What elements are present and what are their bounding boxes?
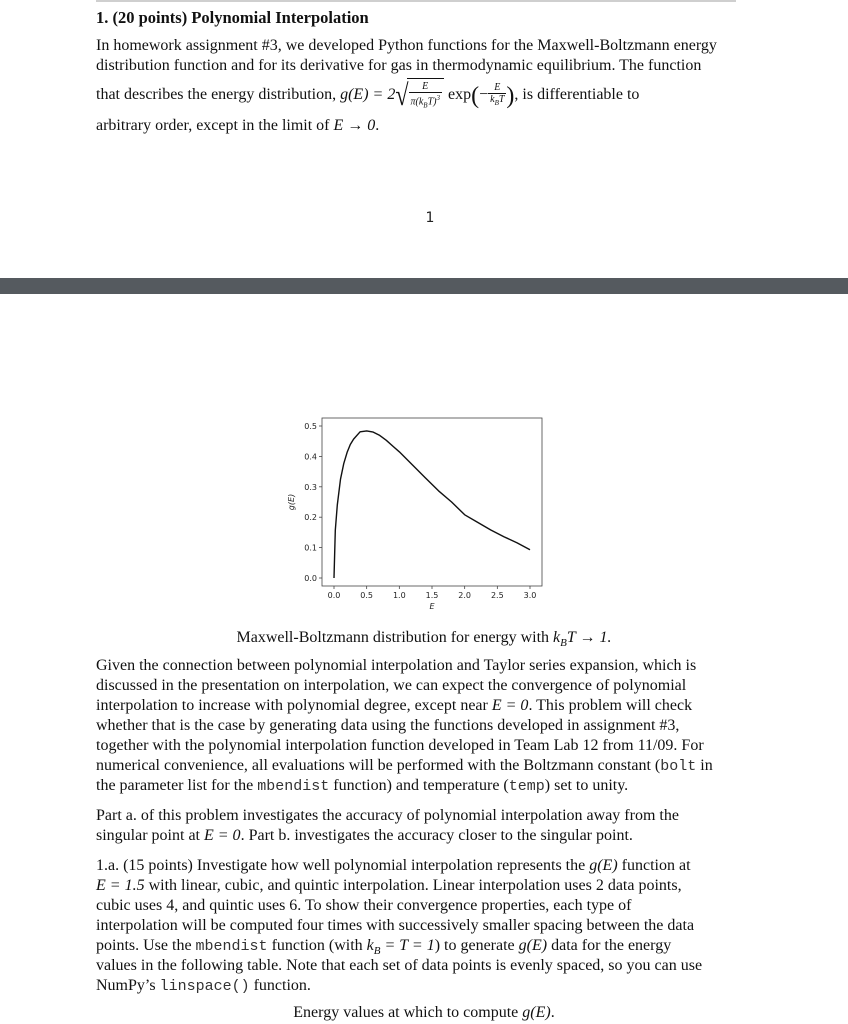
figure-caption-pre: Maxwell-Boltzmann distribution for energy with — [236, 629, 554, 646]
para1-line-7 — [96, 776, 756, 797]
para3-line-4: interpolation will be computed four times with successively smaller spacing between the data — [96, 917, 695, 934]
para2-line-2-math: E = 0 — [203, 827, 241, 844]
para1-line-6 — [96, 756, 756, 777]
para1-line-2: discussed in the presentation on interpolation, we can expect the convergence of polynomial — [96, 677, 687, 694]
bolt-code: bolt — [660, 758, 697, 775]
para1-line-4: whether that is the case by generating data using the functions developed in assignment #3, — [96, 717, 680, 734]
page-number: 1 — [425, 210, 435, 226]
para3-line-7-pre: NumPy’s — [96, 977, 160, 994]
figure-caption-math: k — [553, 629, 561, 646]
para3-line-5-mid2: ) to generate — [434, 937, 519, 954]
para3-line-5-math2: = T = 1 — [380, 937, 435, 954]
para1-line-3-post: . This problem will check — [528, 697, 693, 714]
page-2 — [0, 294, 848, 1024]
y-tick-label: 0.3 — [304, 482, 317, 492]
paren-open: ( — [471, 82, 480, 109]
linspace-code: linspace() — [159, 978, 250, 995]
temp-code: temp — [508, 778, 545, 795]
para1-line-7-mid: function) and temperature ( — [329, 777, 509, 794]
x-tick-label: 2.5 — [490, 591, 504, 600]
formula-sqrt-frac — [409, 81, 442, 111]
x-tick-label: 0.5 — [360, 591, 374, 600]
para3-line-1-math: g(E) — [589, 857, 618, 874]
para3-line-2-math: E = 1.5 — [96, 877, 145, 894]
intro-line-3-post: , is differentiable to — [514, 86, 640, 104]
intro-line-1: In homework assignment #3, we developed Python functions for the Maxwell-Boltzmann energy — [96, 37, 717, 54]
para2-line-2-pre: singular point at — [96, 827, 204, 844]
formula-exp-den-sub: B — [494, 99, 499, 107]
series-line-0 — [334, 431, 530, 578]
y-tick-label: 0.0 — [304, 574, 317, 583]
intro-line-4 — [96, 116, 756, 136]
para3-line-5-mid: function (with — [267, 937, 367, 954]
page-1 — [0, 0, 848, 278]
para1-line-7-post: ) set to unity. — [544, 777, 629, 794]
paren-close: ) — [506, 82, 515, 109]
formula-exp-den-a: k — [490, 94, 495, 105]
para1-line-7-pre: the parameter list for the — [96, 777, 258, 794]
para2-line-1: Part a. of this problem investigates the accuracy of polynomial interpolation away from the — [96, 807, 679, 824]
para2-line-2-post: . Part b. investigates the accuracy closer to the singular point. — [240, 827, 633, 844]
y-tick-label: 0.2 — [304, 513, 317, 523]
para3-line-7-post: function. — [249, 977, 311, 994]
formula-exp-sign: − — [479, 86, 489, 104]
formula-exp: exp — [447, 86, 472, 104]
para1-line-5: together with the polynomial interpolation function developed in Team Lab 12 from 11/09. For — [96, 737, 704, 754]
y-tick-label: 0.5 — [304, 422, 317, 431]
para3-line-5-math: k — [366, 937, 374, 954]
y-tick-label: 0.4 — [304, 452, 317, 462]
x-tick-label: 1.5 — [425, 591, 439, 600]
formula-sqrt-den-b: T) — [427, 96, 437, 108]
table-caption-pre: Energy values at which to compute — [293, 1004, 523, 1021]
formula-sqrt-den-sup: 3 — [436, 94, 440, 103]
plot-frame — [322, 418, 542, 586]
mbendist-code-2: mbendist — [195, 938, 268, 955]
table-caption — [0, 1003, 848, 1023]
problem-title: 1. (20 points) Polynomial Interpolation — [96, 8, 369, 27]
para1-line-3 — [96, 696, 756, 716]
figure-caption-math-tail: T → 1. — [566, 629, 612, 646]
figure-caption — [0, 628, 848, 653]
formula-sqrt-den-a: π(k — [410, 96, 424, 108]
figure-caption-sub: B — [560, 637, 567, 650]
para3-line-1-post: function at — [617, 857, 691, 874]
para1-line-3-math: E = 0 — [491, 697, 529, 714]
para3-line-3: cubic uses 4, and quintic uses 6. To show their convergence properties, each type of — [96, 897, 632, 914]
intro-line-4-end: . — [375, 117, 380, 134]
sqrt-symbol: √ — [395, 79, 409, 112]
formula-sqrt-num: E — [409, 81, 442, 93]
page-separator — [0, 278, 848, 294]
intro-line-4-text: arbitrary order, except in the limit of — [96, 117, 334, 134]
intro-line-4-math: E → 0 — [333, 117, 376, 134]
x-tick-label: 0.0 — [327, 591, 341, 600]
para1-line-6-post: in — [696, 757, 713, 774]
top-rule — [96, 0, 736, 2]
para3-line-5-pre: points. Use the — [96, 937, 196, 954]
x-axis-label: E — [429, 602, 435, 611]
formula-sqrt-den — [409, 93, 442, 111]
intro-line-2: distribution function and for its derivative for gas in thermodynamic equilibrium. The function — [96, 57, 702, 74]
formula-exp-frac — [488, 82, 506, 109]
formula-sqrt — [407, 78, 444, 113]
para3-line-2-post: with linear, cubic, and quintic interpolation. Linear interpolation uses 2 data points, — [144, 877, 682, 894]
para3-line-1 — [96, 856, 756, 876]
para3-line-5-math3: g(E) — [518, 937, 548, 954]
formula-exp-den — [488, 94, 506, 109]
x-tick-label: 1.0 — [392, 591, 406, 600]
x-tick-label: 2.0 — [458, 591, 472, 600]
formula-exp-den-b: T — [498, 94, 505, 105]
para3-line-2 — [96, 876, 756, 896]
para1-line-6-pre: numerical convenience, all evaluations will be performed with the Boltzmann constant ( — [96, 757, 661, 774]
x-tick-label: 3.0 — [523, 591, 537, 600]
mbendist-code: mbendist — [257, 778, 330, 795]
para3-line-5-sub: B — [373, 945, 381, 958]
para2-line-2 — [96, 826, 756, 846]
para3-line-5-post: data for the energy — [547, 937, 672, 954]
table-caption-post: . — [550, 1004, 555, 1021]
formula-lhs: g(E) = 2 — [340, 86, 396, 104]
table-caption-math: g(E) — [522, 1004, 551, 1021]
intro-line-3 — [96, 78, 756, 112]
formula-sqrt-den-sub: B — [423, 101, 428, 110]
para3-line-6: values in the following table. Note that each set of data points is evenly spaced, so you can use — [96, 957, 703, 974]
para1-line-1: Given the connection between polynomial interpolation and Taylor series expansion, which is — [96, 657, 697, 674]
formula-exp-num: E — [488, 82, 506, 94]
intro-line-3-pre: that describes the energy distribution, — [96, 86, 341, 104]
y-tick-label: 0.1 — [304, 543, 317, 553]
para3-line-1-pre: 1.a. (15 points) Investigate how well polynomial interpolation represents the — [96, 857, 590, 874]
para1-line-3-pre: interpolation to increase with polynomial degree, except near — [96, 697, 492, 714]
para3-line-7 — [96, 976, 756, 997]
y-axis-label: g(E) — [287, 493, 296, 511]
